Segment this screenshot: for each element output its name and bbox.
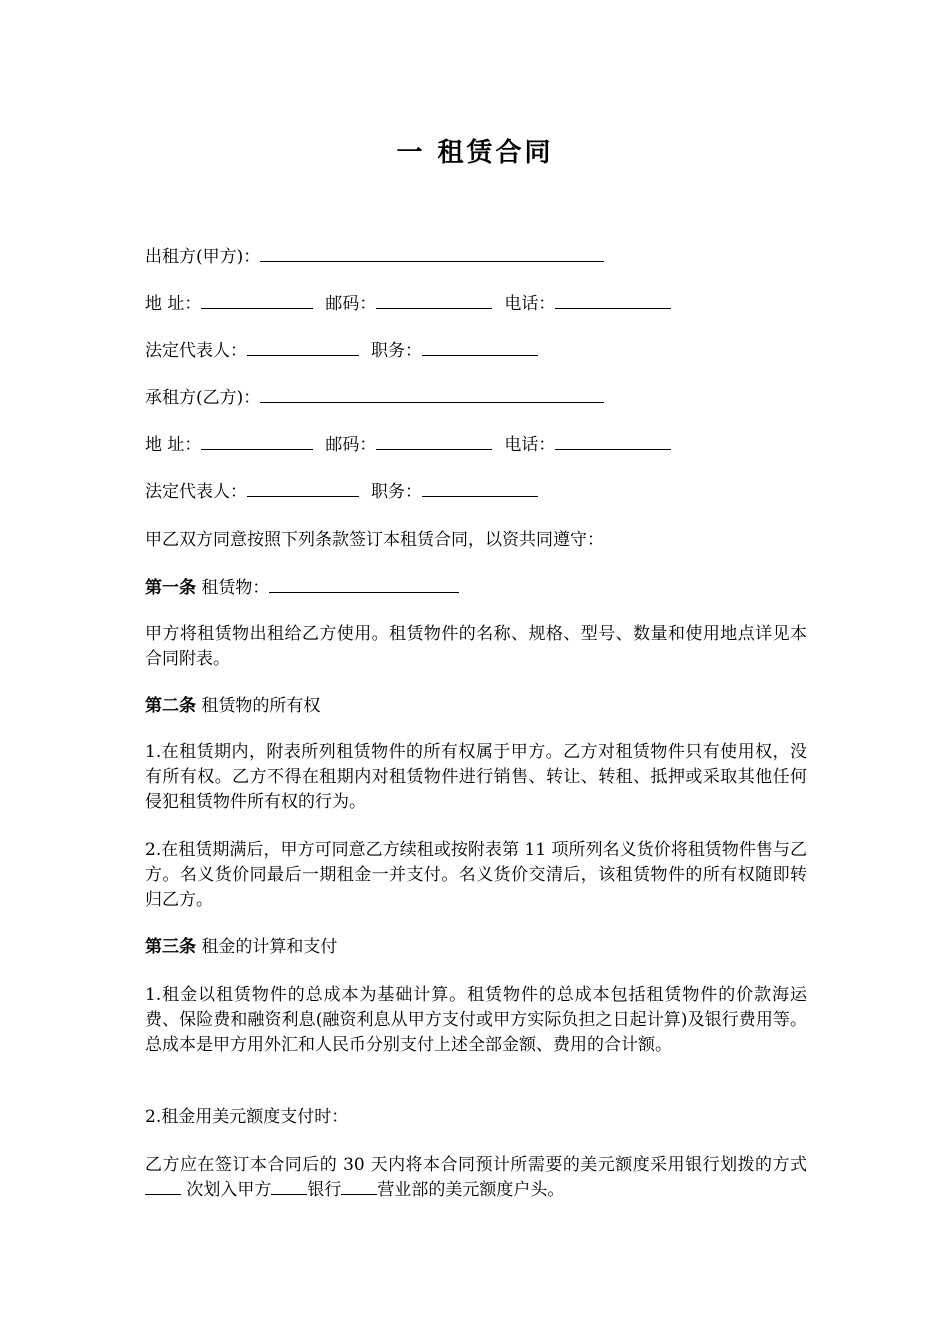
lessee-name-blank bbox=[260, 386, 604, 403]
article1-heading-line bbox=[145, 576, 459, 600]
article2-paragraph-2: 2.在租赁期满后，甲方可同意乙方续租或按附表第 11 项所列名义货价将租赁物件售与乙方。名义货价同最后一期租金一并支付。名义货价交清后，该租赁物件的所有权随即转归乙方。 bbox=[145, 840, 807, 910]
bank-name-blank bbox=[271, 1178, 307, 1195]
lessee-position-label: 职务： bbox=[371, 482, 422, 502]
lessee-postcode-label: 邮码： bbox=[325, 435, 377, 455]
lessee-label: 承租方(乙方)： bbox=[145, 388, 261, 408]
article1-body: 甲方将租赁物出租给乙方使用。租赁物件的名称、规格、型号、数量和使用地点详见本合同附表。 bbox=[145, 624, 807, 669]
article2-paragraph-1: 1.在租赁期内，附表所列租赁物件的所有权属于甲方。乙方对租赁物件只有使用权，没有所有权。乙方不得在租期内对租赁物件进行销售、转让、转租、抵押或采取其他任何侵犯租赁物件所有权的行为。 bbox=[145, 742, 807, 812]
article3-paragraph-2: 2.租金用美元额度支付时： bbox=[145, 1107, 349, 1127]
lessor-rep-line bbox=[145, 339, 538, 363]
article3-p3-part-d: 营业部的美元额度户头。 bbox=[377, 1180, 565, 1200]
lessor-label: 出租方(甲方)： bbox=[145, 247, 261, 267]
lessor-position-label: 职务： bbox=[371, 341, 422, 361]
article1-item-blank bbox=[269, 576, 459, 593]
lessor-name-blank bbox=[260, 245, 604, 262]
lessor-postcode-label: 邮码： bbox=[325, 294, 377, 314]
lessee-position-blank bbox=[422, 480, 538, 497]
lessee-postcode-blank bbox=[376, 433, 492, 450]
article3-p3-part-c: 银行 bbox=[307, 1180, 342, 1200]
lessee-legal-rep-label: 法定代表人： bbox=[145, 482, 247, 502]
lessee-phone-label: 电话： bbox=[504, 435, 556, 455]
article3-p3-part-a: 乙方应在签订本合同后的 30 天内将本合同预计所需要的美元额度采用银行划拨的方式 bbox=[145, 1155, 807, 1175]
lessor-postcode-blank bbox=[376, 292, 492, 309]
lessor-line bbox=[145, 245, 604, 269]
preamble: 甲乙双方同意按照下列条款签订本租赁合同，以资共同遵守： bbox=[145, 530, 604, 550]
branch-name-blank bbox=[341, 1178, 377, 1195]
lessee-rep-line bbox=[145, 480, 538, 504]
lessee-address-blank bbox=[201, 433, 313, 450]
lessee-contact-line bbox=[145, 433, 671, 457]
lessor-phone-label: 电话： bbox=[504, 294, 556, 314]
article2-heading-line bbox=[145, 694, 320, 718]
article3-paragraph-1: 1.租金以租赁物件的总成本为基础计算。租赁物件的总成本包括租赁物件的价款海运费、保险费和融资利息(融资利息从甲方支付或甲方实际负担之日起计算)及银行费用等。总成本是甲方用外汇和人民币分别支付上述全部金额、费用的合计额。 bbox=[145, 985, 807, 1055]
article1-heading: 第一条 bbox=[145, 578, 196, 598]
page-title: 一 租赁合同 bbox=[396, 138, 554, 168]
lessor-legal-rep-blank bbox=[247, 339, 359, 356]
article3-heading: 第三条 bbox=[145, 937, 196, 957]
article3-heading-line bbox=[145, 935, 337, 959]
lessor-position-blank bbox=[422, 339, 538, 356]
lessee-line bbox=[145, 386, 604, 410]
installments-blank bbox=[145, 1178, 181, 1195]
article3-title: 租金的计算和支付 bbox=[201, 937, 338, 957]
lessor-phone-blank bbox=[555, 292, 671, 309]
lessor-legal-rep-label: 法定代表人： bbox=[145, 341, 247, 361]
lessee-phone-blank bbox=[555, 433, 671, 450]
article2-title: 租赁物的所有权 bbox=[201, 696, 321, 716]
lessor-contact-line bbox=[145, 292, 671, 316]
lessee-legal-rep-blank bbox=[247, 480, 359, 497]
lessee-address-label: 地 址： bbox=[145, 435, 202, 455]
article3-paragraph-3 bbox=[145, 1153, 807, 1203]
article2-heading: 第二条 bbox=[145, 696, 196, 716]
article1-title: 租赁物： bbox=[201, 578, 270, 598]
article3-p3-part-b: 次划入甲方 bbox=[186, 1180, 272, 1200]
lessor-address-blank bbox=[201, 292, 313, 309]
lessor-address-label: 地 址： bbox=[145, 294, 202, 314]
